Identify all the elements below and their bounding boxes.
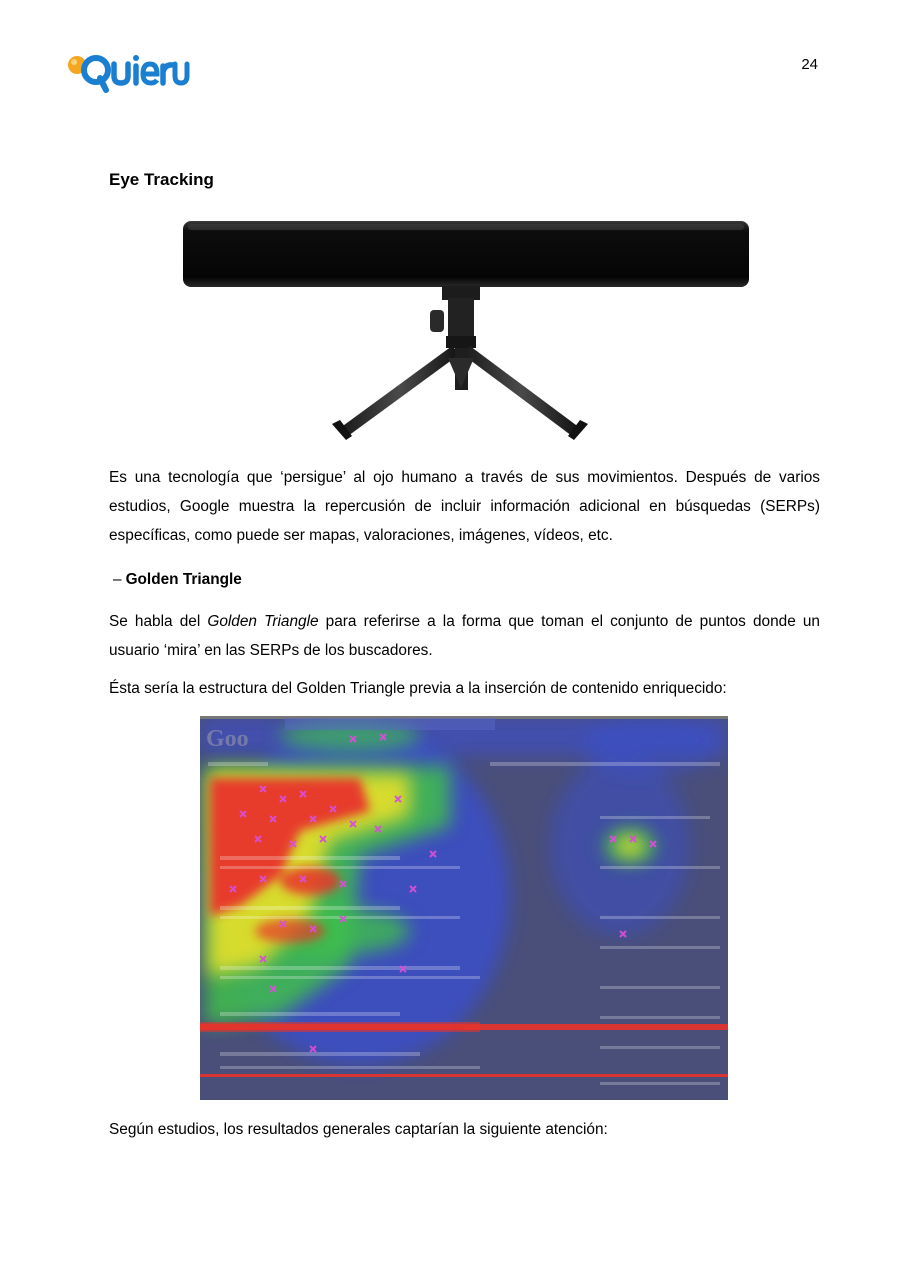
page-number: 24: [801, 56, 818, 73]
heatmap-image: [200, 716, 728, 1100]
section-title: Eye Tracking: [109, 170, 214, 189]
golden-triangle-paragraph: [109, 607, 820, 665]
golden-emphasis: Golden Triangle: [207, 613, 319, 630]
golden-post: para referirse a la forma que toman el conjunto de puntos donde un usuario ‘mira’ en las SERPs de los buscadores.: [109, 613, 820, 659]
results-paragraph: Según estudios, los resultados generales captarían la siguiente atención:: [109, 1121, 608, 1138]
golden-triangle-heading: [113, 571, 242, 589]
intro-paragraph: Es una tecnología que ‘persigue’ al ojo humano a través de sus movimientos. Después de varios estudios, Google muestra la repercusión de incluir información adicional en búsquedas (SERPs) específicas, como puede ser mapas, valoraciones, imágenes, vídeos, etc.: [109, 469, 820, 544]
golden-pre: Se habla del: [109, 613, 208, 630]
quieru-logo-icon: [64, 50, 190, 96]
google-serp-heatmap-icon: [200, 716, 728, 1100]
eye-tracker-image: [180, 218, 752, 446]
heading-label: Golden Triangle: [125, 571, 242, 588]
heading-dash: –: [113, 571, 122, 588]
quieru-logo: [64, 50, 190, 96]
svg-text:Goo: Goo: [206, 726, 249, 752]
eye-tracker-device-icon: [180, 218, 752, 446]
structure-paragraph: Ésta sería la estructura del Golden Triangle previa a la inserción de contenido enriquecido:: [109, 680, 727, 697]
